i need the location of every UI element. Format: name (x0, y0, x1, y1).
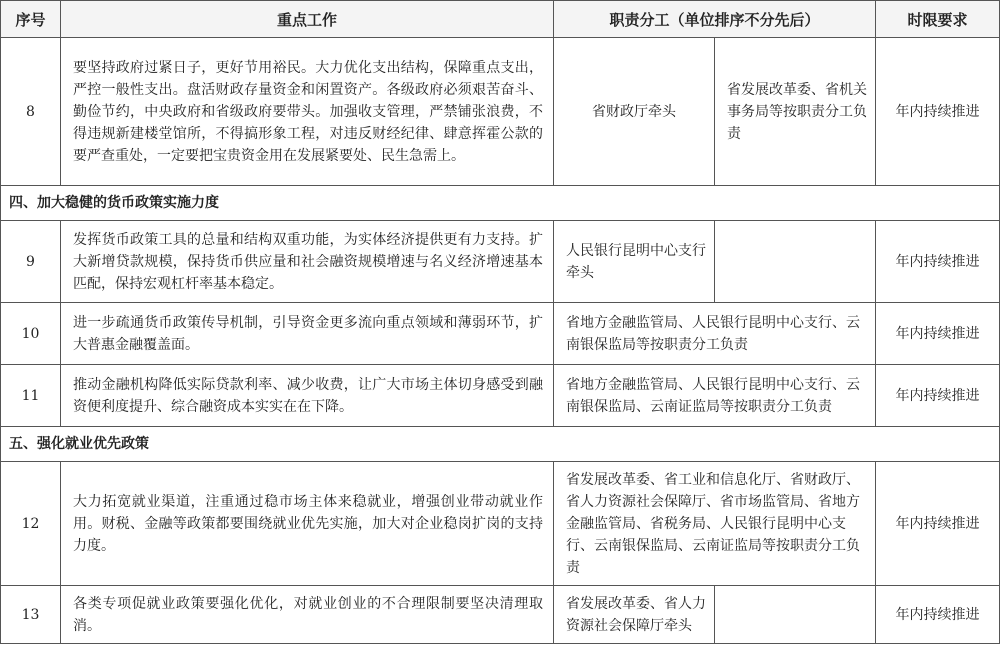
cooperating-units: 省发展改革委、省机关事务局等按职责分工负责 (715, 38, 876, 186)
deadline: 年内持续推进 (876, 221, 1000, 303)
table-row (1, 38, 1000, 186)
work-text: 大力拓宽就业渠道，注重通过稳市场主体来稳就业，增强创业带动就业作用。财税、金融等政策都要围绕就业优先实施，加大对企业稳岗扩岗的支持力度。 (61, 462, 554, 586)
cooperating-units (715, 586, 876, 644)
row-number: 11 (1, 365, 61, 427)
row-number: 9 (1, 221, 61, 303)
header-deadline: 时限要求 (876, 1, 1000, 38)
row-number: 10 (1, 303, 61, 365)
table-row (1, 586, 1000, 644)
cooperating-units (715, 221, 876, 303)
section-title: 四、加大稳健的货币政策实施力度 (1, 186, 1000, 221)
deadline: 年内持续推进 (876, 38, 1000, 186)
table-row (1, 303, 1000, 365)
header-work: 重点工作 (61, 1, 554, 38)
deadline: 年内持续推进 (876, 586, 1000, 644)
section-heading-row (1, 427, 1000, 462)
work-text: 推动金融机构降低实际贷款利率、减少收费，让广大市场主体切身感受到融资便利度提升、综合融资成本实实在在下降。 (61, 365, 554, 427)
work-text: 要坚持政府过紧日子，更好节用裕民。大力优化支出结构，保障重点支出，严控一般性支出。盘活财政存量资金和闲置资产。各级政府必须艰苦奋斗、勤俭节约，中央政府和省级政府要带头。加强收支管理，严禁铺张浪费，不得违规新建楼堂馆所，不得搞形象工程，对违反财经纪律、肆意挥霍公款的要严查重处，一定要把宝贵资金用在发展紧要处、民生急需上。 (61, 38, 554, 186)
work-text: 发挥货币政策工具的总量和结构双重功能，为实体经济提供更有力支持。扩大新增贷款规模，保持货币供应量和社会融资规模增速与名义经济增速基本匹配，保持宏观杠杆率基本稳定。 (61, 221, 554, 303)
section-heading-row (1, 186, 1000, 221)
deadline: 年内持续推进 (876, 303, 1000, 365)
lead-unit: 人民银行昆明中心支行牵头 (554, 221, 715, 303)
deadline: 年内持续推进 (876, 365, 1000, 427)
section-title: 五、强化就业优先政策 (1, 427, 1000, 462)
row-number: 8 (1, 38, 61, 186)
row-number: 13 (1, 586, 61, 644)
table-row (1, 365, 1000, 427)
header-responsibility: 职责分工（单位排序不分先后） (554, 1, 876, 38)
responsible-units: 省发展改革委、省工业和信息化厅、省财政厅、省人力资源社会保障厅、省市场监管局、省地方金融监管局、省税务局、人民银行昆明中心支行、云南银保监局、云南证监局等按职责分工负责 (554, 462, 876, 586)
lead-unit: 省发展改革委、省人力资源社会保障厅牵头 (554, 586, 715, 644)
work-text: 进一步疏通货币政策传导机制，引导资金更多流向重点领域和薄弱环节，扩大普惠金融覆盖面。 (61, 303, 554, 365)
table-row (1, 221, 1000, 303)
lead-unit: 省财政厅牵头 (554, 38, 715, 186)
work-text: 各类专项促就业政策要强化优化，对就业创业的不合理限制要坚决清理取消。 (61, 586, 554, 644)
header-num: 序号 (1, 1, 61, 38)
responsible-units: 省地方金融监管局、人民银行昆明中心支行、云南银保监局等按职责分工负责 (554, 303, 876, 365)
responsible-units: 省地方金融监管局、人民银行昆明中心支行、云南银保监局、云南证监局等按职责分工负责 (554, 365, 876, 427)
table-row (1, 462, 1000, 586)
header-row (1, 1, 1000, 38)
deadline: 年内持续推进 (876, 462, 1000, 586)
row-number: 12 (1, 462, 61, 586)
